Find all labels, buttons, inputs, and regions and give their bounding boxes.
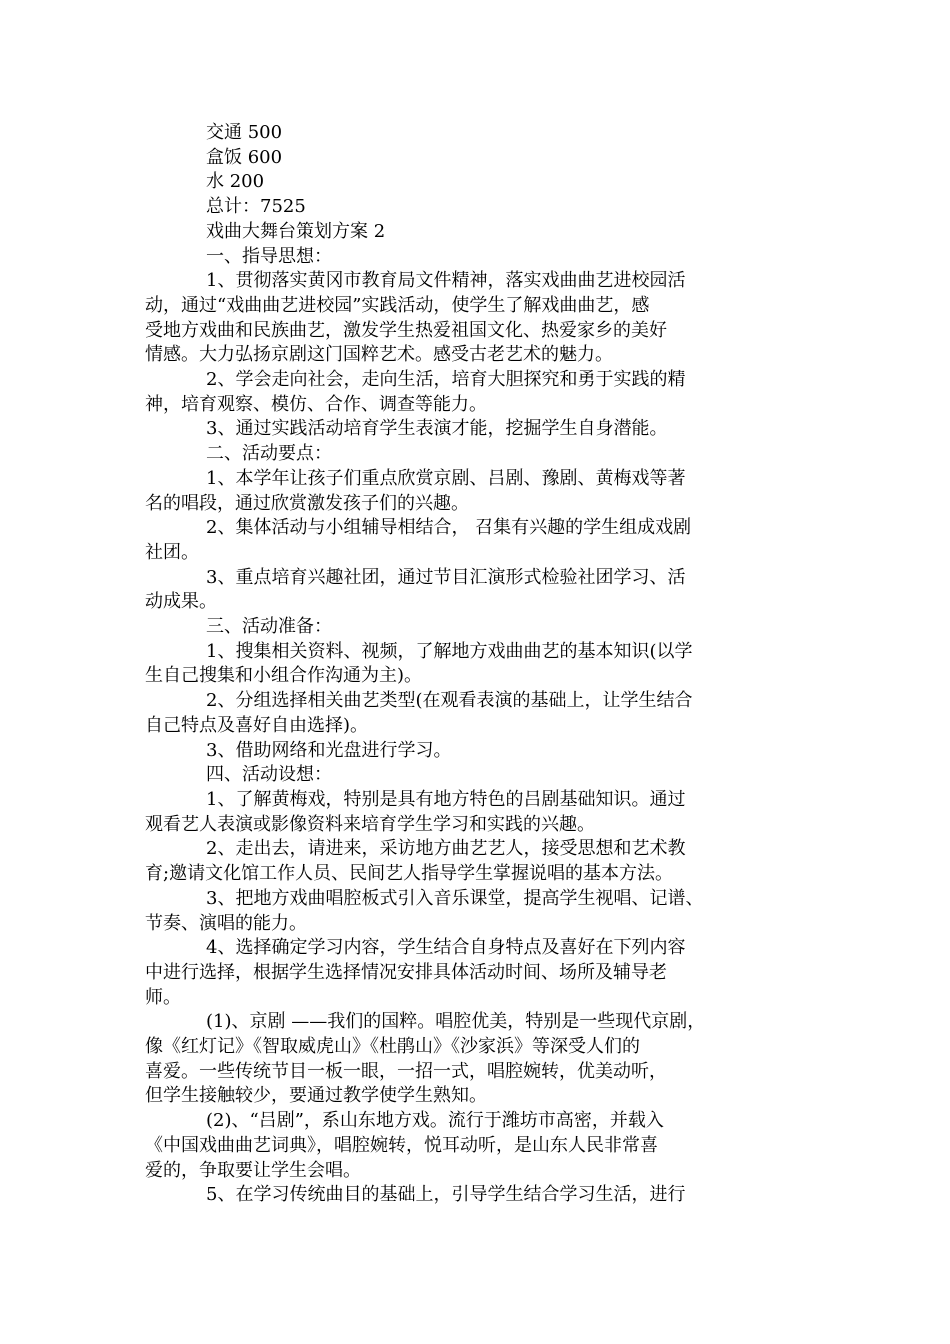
text-line: 名的唱段，通过欣赏激发孩子们的兴趣。 [145, 492, 469, 514]
text-line: 5、在学习传统曲目的基础上，引导学生结合学习生活，进行 [206, 1184, 686, 1206]
text-line: 2、分组选择相关曲艺类型(在观看表演的基础上，让学生结合 [206, 690, 693, 712]
text-line: (1)、京剧 ——我们的国粹。唱腔优美，特别是一些现代京剧， [206, 1011, 706, 1033]
text-line: 育;邀请文化馆工作人员、民间艺人指导学生掌握说唱的基本方法。 [145, 863, 674, 885]
text-line: 3、把地方戏曲唱腔板式引入音乐课堂，提高学生视唱、记谱、 [206, 887, 704, 909]
text-line: 师。 [145, 986, 181, 1008]
text-line: 动，通过“戏曲曲艺进校园”实践活动，使学生了解戏曲曲艺，感 [145, 294, 650, 316]
text-line: 1、本学年让孩子们重点欣赏京剧、吕剧、豫剧、黄梅戏等著 [206, 467, 686, 489]
text-line: 水 200 [206, 171, 265, 193]
text-line: 二、活动要点： [206, 443, 332, 465]
text-line: 社团。 [145, 541, 199, 563]
text-line: 观看艺人表演或影像资料来培育学生学习和实践的兴趣。 [145, 813, 595, 835]
text-line: 节奏、演唱的能力。 [145, 912, 307, 934]
text-line: 自己特点及喜好自由选择)。 [145, 714, 369, 736]
text-line: 爱的，争取要让学生会唱。 [145, 1159, 361, 1181]
text-line: 一、指导思想： [206, 245, 332, 267]
text-line: 《中国戏曲曲艺词典》，唱腔婉转，悦耳动听，是山东人民非常喜 [145, 1134, 658, 1156]
text-line: 情感。大力弘扬京剧这门国粹艺术。感受古老艺术的魅力。 [145, 344, 613, 366]
text-line: 1、了解黄梅戏，特别是具有地方特色的吕剧基础知识。通过 [206, 788, 686, 810]
text-line: 生自己搜集和小组合作沟通为主)。 [145, 665, 423, 687]
text-line: 2、学会走向社会，走向生活，培育大胆探究和勇于实践的精 [206, 369, 686, 391]
text-line: 戏曲大舞台策划方案 2 [206, 220, 386, 242]
text-line: 动成果。 [145, 591, 217, 613]
text-line: 但学生接触较少，要通过教学使学生熟知。 [145, 1085, 487, 1107]
text-line: 三、活动准备： [206, 616, 332, 638]
text-line: 1、搜集相关资料、视频，了解地方戏曲曲艺的基本知识(以学 [206, 640, 693, 662]
text-line: 2、走出去，请进来，采访地方曲艺艺人，接受思想和艺术教 [206, 838, 686, 860]
text-line: 喜爱。一些传统节目一板一眼，一招一式，唱腔婉转，优美动听， [145, 1060, 667, 1082]
document-page [145, 121, 815, 1208]
text-line: 四、活动设想： [206, 764, 332, 786]
text-line: 盒饭 600 [206, 146, 283, 168]
text-line: 中进行选择，根据学生选择情况安排具体活动时间、场所及辅导老 [145, 961, 667, 983]
text-line: 神，培育观察、模仿、合作、调查等能力。 [145, 393, 487, 415]
text-line: 交通 500 [206, 122, 283, 143]
text-line: 3、借助网络和光盘进行学习。 [206, 739, 452, 761]
text-line: 3、通过实践活动培育学生表演才能，挖掘学生自身潜能。 [206, 418, 668, 440]
text-line: 3、重点培育兴趣社团，通过节目汇演形式检验社团学习、活 [206, 566, 686, 588]
text-line: (2)、“吕剧”，系山东地方戏。流行于潍坊市高密，并载入 [206, 1110, 664, 1132]
text-line: 4、选择确定学习内容，学生结合自身特点及喜好在下列内容 [206, 937, 686, 959]
text-line: 1、贯彻落实黄冈市教育局文件精神，落实戏曲曲艺进校园活 [206, 270, 686, 292]
text-line: 像《红灯记》《智取威虎山》《杜鹃山》《沙家浜》等深受人们的 [145, 1036, 640, 1058]
text-line: 总计：7525 [206, 196, 306, 218]
text-line: 2、集体活动与小组辅导相结合， 召集有兴趣的学生组成戏剧 [206, 517, 692, 539]
text-line: 受地方戏曲和民族曲艺，激发学生热爱祖国文化、热爱家乡的美好 [145, 319, 667, 341]
